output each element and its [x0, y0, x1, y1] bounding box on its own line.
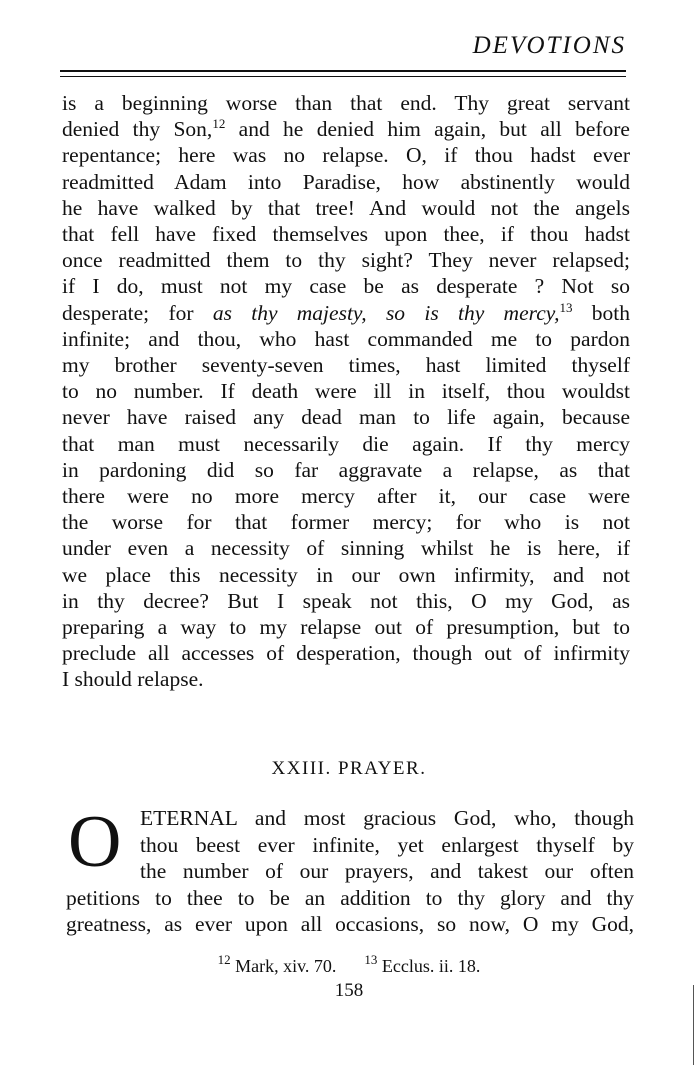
footnotes — [0, 952, 698, 977]
body-text — [62, 90, 630, 693]
footnote-mark: 13 — [364, 952, 378, 967]
footnote-ref: 12 — [212, 116, 226, 132]
body-line: preclude all accesses of desperation, though out of infirmity — [62, 641, 630, 666]
body-line: we place this necessity in our own infirmity, and not — [62, 562, 630, 587]
body-line: once readmitted them to thy sight? They never relapsed; — [62, 248, 630, 273]
body-line: my brother seventy-seven times, hast limited thyself — [62, 353, 630, 378]
italic-quote: as thy majesty, so is thy mercy, — [212, 300, 560, 325]
body-line: that fell have fixed themselves upon thee, if thou hadst — [62, 222, 630, 247]
header-rule-thin — [60, 76, 626, 77]
body-line: to no number. If death were ill in itself, thou wouldst — [62, 379, 630, 404]
body-line: denied thy Son,$^{12}$ and he denied him again, but all before — [62, 116, 630, 142]
body-line: never have raised any dead man to life again, because — [62, 405, 630, 430]
drop-cap: O — [68, 801, 122, 883]
prayer-line: greatness, as ever upon all occasions, so now, O my God, — [66, 912, 634, 936]
prayer-line: thou beest ever infinite, yet enlargest thyself by — [140, 832, 634, 857]
footnote-mark: 12 — [217, 952, 231, 967]
body-line: repentance; here was no relapse. O, if thou hadst ever — [62, 143, 630, 168]
body-line: in pardoning did so far aggravate a relapse, as that — [62, 457, 630, 482]
body-line: he have walked by that tree! And would not the angels — [62, 195, 630, 220]
page-edge-line — [693, 985, 694, 1065]
body-line: that man must necessarily die again. If thy mercy — [62, 431, 630, 456]
prayer-line: ETERNAL and most gracious God, who, though — [140, 806, 634, 830]
body-line: under even a necessity of sinning whilst he is here, if — [62, 536, 630, 561]
body-line: readmitted Adam into Paradise, how abstinently would — [62, 169, 630, 194]
footnote: $^{13}$ Ecclus. ii. 18. — [364, 952, 481, 976]
body-line: is a beginning worse than that end. Thy great servant — [62, 91, 630, 115]
body-line: the worse for that former mercy; for who is not — [62, 510, 630, 535]
body-line: if I do, must not my case be as desperate ? Not so — [62, 274, 630, 299]
section-title: XXIII. PRAYER. — [271, 758, 427, 779]
footnote: $^{12}$ Mark, xiv. 70. — [217, 952, 337, 976]
header-rule-thick — [60, 70, 626, 72]
body-line: desperate; for as thy majesty, so is thy mercy,$^{13}$ both — [62, 299, 630, 325]
body-line: infinite; and thou, who hast commanded me to pardon — [62, 326, 630, 351]
body-line: in thy decree? But I speak not this, O my God, as — [62, 588, 630, 613]
prayer-line: petitions to thee to be an addition to thy glory and thy — [66, 885, 634, 910]
footnote-ref: 13 — [559, 299, 573, 315]
body-line: preparing a way to my relapse out of presumption, but to — [62, 615, 630, 640]
body-line: I should relapse. — [62, 667, 204, 692]
page-number: 158 — [334, 980, 364, 1001]
prayer-paragraph — [66, 801, 634, 938]
body-line: there were no more mercy after it, our case were — [62, 484, 630, 509]
running-head: DEVOTIONS — [472, 32, 626, 59]
prayer-line: the number of our prayers, and takest our often — [140, 859, 634, 883]
